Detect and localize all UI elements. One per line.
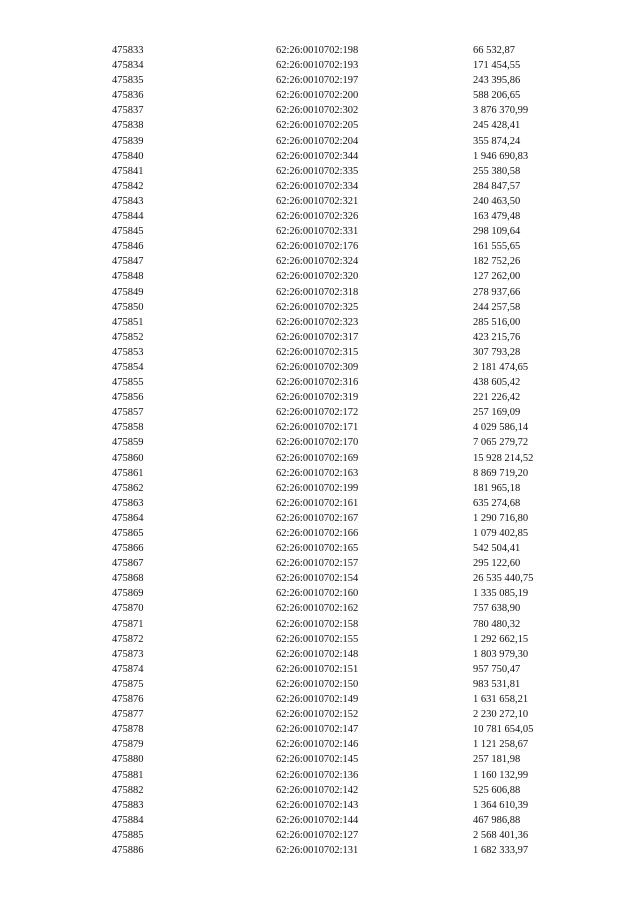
table-row — [0, 647, 640, 662]
cadastral-value-cell: 240 463,50 — [473, 195, 521, 207]
table-row — [0, 254, 640, 269]
table-row — [0, 481, 640, 496]
table-row — [0, 390, 640, 405]
cadastral-value-cell: 257 169,09 — [473, 407, 521, 419]
cadastral-value-cell: 438 605,42 — [473, 377, 521, 389]
row-number-cell: 475886 — [112, 844, 144, 856]
cadastral-value-cell: 285 516,00 — [473, 316, 521, 328]
cadastral-number-cell: 62:26:0010702:316 — [276, 377, 359, 389]
cadastral-value-cell: 1 803 979,30 — [473, 648, 529, 660]
cadastral-value-cell: 423 215,76 — [473, 331, 521, 343]
table-row — [0, 511, 640, 526]
cadastral-value-cell: 182 752,26 — [473, 256, 521, 268]
table-row — [0, 179, 640, 194]
cadastral-value-cell: 983 531,81 — [473, 678, 521, 690]
cadastral-value-cell: 244 257,58 — [473, 301, 521, 313]
row-number-cell: 475860 — [112, 452, 144, 464]
cadastral-value-cell: 542 504,41 — [473, 543, 521, 555]
row-number-cell: 475872 — [112, 633, 144, 645]
cadastral-value-cell: 1 292 662,15 — [473, 633, 529, 645]
cadastral-number-cell: 62:26:0010702:170 — [276, 437, 359, 449]
row-number-cell: 475871 — [112, 618, 144, 630]
table-row — [0, 43, 640, 58]
row-number-cell: 475873 — [112, 648, 144, 660]
row-number-cell: 475876 — [112, 694, 144, 706]
cadastral-value-cell: 161 555,65 — [473, 241, 521, 253]
cadastral-number-cell: 62:26:0010702:321 — [276, 195, 359, 207]
cadastral-value-cell: 284 847,57 — [473, 180, 521, 192]
cadastral-value-cell: 780 480,32 — [473, 618, 521, 630]
cadastral-number-cell: 62:26:0010702:147 — [276, 724, 359, 736]
row-number-cell: 475837 — [112, 105, 144, 117]
table-row — [0, 330, 640, 345]
cadastral-number-cell: 62:26:0010702:200 — [276, 90, 359, 102]
table-row — [0, 375, 640, 390]
cadastral-number-cell: 62:26:0010702:160 — [276, 588, 359, 600]
row-number-cell: 475835 — [112, 75, 144, 87]
row-number-cell: 475868 — [112, 573, 144, 585]
cadastral-number-cell: 62:26:0010702:176 — [276, 241, 359, 253]
table-row — [0, 118, 640, 133]
cadastral-number-cell: 62:26:0010702:197 — [276, 75, 359, 87]
row-number-cell: 475883 — [112, 799, 144, 811]
cadastral-number-cell: 62:26:0010702:154 — [276, 573, 359, 585]
cadastral-number-cell: 62:26:0010702:148 — [276, 648, 359, 660]
cadastral-value-cell: 171 454,55 — [473, 60, 521, 72]
cadastral-value-cell: 1 682 333,97 — [473, 844, 529, 856]
row-number-cell: 475867 — [112, 558, 144, 570]
table-row — [0, 300, 640, 315]
table-row — [0, 677, 640, 692]
cadastral-number-cell: 62:26:0010702:146 — [276, 739, 359, 751]
table-row — [0, 360, 640, 375]
row-number-cell: 475842 — [112, 180, 144, 192]
cadastral-number-cell: 62:26:0010702:151 — [276, 663, 359, 675]
table-row — [0, 134, 640, 149]
row-number-cell: 475844 — [112, 211, 144, 223]
table-row — [0, 828, 640, 843]
cadastral-number-cell: 62:26:0010702:149 — [276, 694, 359, 706]
cadastral-value-cell: 1 946 690,83 — [473, 150, 529, 162]
cadastral-number-cell: 62:26:0010702:319 — [276, 392, 359, 404]
cadastral-value-cell: 2 568 401,36 — [473, 829, 529, 841]
table-row — [0, 194, 640, 209]
cadastral-value-cell: 635 274,68 — [473, 497, 521, 509]
cadastral-number-cell: 62:26:0010702:144 — [276, 814, 359, 826]
cadastral-number-cell: 62:26:0010702:163 — [276, 467, 359, 479]
row-number-cell: 475859 — [112, 437, 144, 449]
table-row — [0, 813, 640, 828]
table-row — [0, 737, 640, 752]
cadastral-number-cell: 62:26:0010702:136 — [276, 769, 359, 781]
table-row — [0, 571, 640, 586]
row-number-cell: 475849 — [112, 286, 144, 298]
table-row — [0, 556, 640, 571]
cadastral-value-cell: 4 029 586,14 — [473, 422, 529, 434]
cadastral-number-cell: 62:26:0010702:324 — [276, 256, 359, 268]
table-row — [0, 798, 640, 813]
table-row — [0, 58, 640, 73]
cadastral-number-cell: 62:26:0010702:152 — [276, 709, 359, 721]
cadastral-value-cell: 8 869 719,20 — [473, 467, 529, 479]
row-number-cell: 475855 — [112, 377, 144, 389]
cadastral-value-cell: 307 793,28 — [473, 346, 521, 358]
table-row — [0, 269, 640, 284]
cadastral-value-cell: 1 364 610,39 — [473, 799, 529, 811]
cadastral-value-cell: 245 428,41 — [473, 120, 521, 132]
row-number-cell: 475880 — [112, 754, 144, 766]
cadastral-number-cell: 62:26:0010702:155 — [276, 633, 359, 645]
cadastral-value-cell: 757 638,90 — [473, 603, 521, 615]
cadastral-number-cell: 62:26:0010702:334 — [276, 180, 359, 192]
cadastral-number-cell: 62:26:0010702:161 — [276, 497, 359, 509]
table-row — [0, 692, 640, 707]
table-row — [0, 73, 640, 88]
cadastral-value-cell: 1 631 658,21 — [473, 694, 529, 706]
row-number-cell: 475834 — [112, 60, 144, 72]
row-number-cell: 475866 — [112, 543, 144, 555]
cadastral-value-cell: 7 065 279,72 — [473, 437, 529, 449]
cadastral-value-cell: 957 750,47 — [473, 663, 521, 675]
cadastral-number-cell: 62:26:0010702:309 — [276, 361, 359, 373]
row-number-cell: 475845 — [112, 226, 144, 238]
cadastral-number-cell: 62:26:0010702:150 — [276, 678, 359, 690]
row-number-cell: 475833 — [112, 45, 144, 56]
cadastral-value-table — [0, 43, 640, 858]
cadastral-value-cell: 295 122,60 — [473, 558, 521, 570]
cadastral-value-cell: 1 160 132,99 — [473, 769, 529, 781]
table-row — [0, 405, 640, 420]
cadastral-value-cell: 278 937,66 — [473, 286, 521, 298]
table-row — [0, 345, 640, 360]
cadastral-number-cell: 62:26:0010702:157 — [276, 558, 359, 570]
row-number-cell: 475848 — [112, 271, 144, 283]
table-row — [0, 435, 640, 450]
cadastral-number-cell: 62:26:0010702:166 — [276, 528, 359, 539]
row-number-cell: 475881 — [112, 769, 144, 781]
cadastral-value-cell: 525 606,88 — [473, 784, 521, 796]
row-number-cell: 475870 — [112, 603, 144, 615]
row-number-cell: 475854 — [112, 361, 144, 373]
row-number-cell: 475843 — [112, 195, 144, 207]
table-row — [0, 632, 640, 647]
cadastral-number-cell: 62:26:0010702:344 — [276, 150, 359, 162]
table-row — [0, 239, 640, 254]
table-row — [0, 768, 640, 783]
row-number-cell: 475846 — [112, 241, 144, 253]
cadastral-number-cell: 62:26:0010702:165 — [276, 543, 359, 555]
cadastral-number-cell: 62:26:0010702:199 — [276, 482, 359, 494]
cadastral-number-cell: 62:26:0010702:205 — [276, 120, 359, 132]
row-number-cell: 475879 — [112, 739, 144, 751]
row-number-cell: 475850 — [112, 301, 144, 313]
cadastral-number-cell: 62:26:0010702:158 — [276, 618, 359, 630]
cadastral-value-cell: 3 876 370,99 — [473, 105, 529, 117]
cadastral-value-cell: 298 109,64 — [473, 226, 521, 238]
cadastral-number-cell: 62:26:0010702:325 — [276, 301, 359, 313]
cadastral-number-cell: 62:26:0010702:162 — [276, 603, 359, 615]
table-row — [0, 601, 640, 616]
cadastral-number-cell: 62:26:0010702:127 — [276, 829, 359, 841]
cadastral-number-cell: 62:26:0010702:198 — [276, 45, 359, 56]
table-row — [0, 662, 640, 677]
cadastral-value-cell: 2 230 272,10 — [473, 709, 529, 721]
table-row — [0, 541, 640, 556]
row-number-cell: 475856 — [112, 392, 144, 404]
cadastral-value-cell: 243 395,86 — [473, 75, 521, 87]
row-number-cell: 475853 — [112, 346, 144, 358]
row-number-cell: 475858 — [112, 422, 144, 434]
row-number-cell: 475851 — [112, 316, 144, 328]
table-row — [0, 707, 640, 722]
table-row — [0, 843, 640, 858]
row-number-cell: 475861 — [112, 467, 144, 479]
row-number-cell: 475882 — [112, 784, 144, 796]
cadastral-value-cell: 467 986,88 — [473, 814, 521, 826]
cadastral-number-cell: 62:26:0010702:323 — [276, 316, 359, 328]
cadastral-number-cell: 62:26:0010702:318 — [276, 286, 359, 298]
table-row — [0, 149, 640, 164]
cadastral-number-cell: 62:26:0010702:331 — [276, 226, 359, 238]
cadastral-value-cell: 255 380,58 — [473, 165, 521, 177]
cadastral-number-cell: 62:26:0010702:204 — [276, 135, 359, 147]
table-row — [0, 526, 640, 541]
cadastral-number-cell: 62:26:0010702:320 — [276, 271, 359, 283]
cadastral-value-cell: 1 335 085,19 — [473, 588, 529, 600]
cadastral-number-cell: 62:26:0010702:142 — [276, 784, 359, 796]
cadastral-number-cell: 62:26:0010702:167 — [276, 512, 359, 524]
row-number-cell: 475885 — [112, 829, 144, 841]
cadastral-number-cell: 62:26:0010702:335 — [276, 165, 359, 177]
cadastral-value-cell: 1 290 716,80 — [473, 512, 529, 524]
table-row — [0, 164, 640, 179]
table-row — [0, 451, 640, 466]
cadastral-value-cell: 221 226,42 — [473, 392, 521, 404]
table-row — [0, 752, 640, 767]
cadastral-number-cell: 62:26:0010702:145 — [276, 754, 359, 766]
row-number-cell: 475875 — [112, 678, 144, 690]
row-number-cell: 475863 — [112, 497, 144, 509]
cadastral-value-cell: 181 965,18 — [473, 482, 521, 494]
row-number-cell: 475878 — [112, 724, 144, 736]
cadastral-number-cell: 62:26:0010702:317 — [276, 331, 359, 343]
cadastral-number-cell: 62:26:0010702:143 — [276, 799, 359, 811]
row-number-cell: 475874 — [112, 663, 144, 675]
cadastral-value-cell: 15 928 214,52 — [473, 452, 534, 464]
cadastral-number-cell: 62:26:0010702:169 — [276, 452, 359, 464]
table-row — [0, 586, 640, 601]
cadastral-value-cell: 66 532,87 — [473, 45, 515, 56]
cadastral-number-cell: 62:26:0010702:171 — [276, 422, 359, 434]
row-number-cell: 475877 — [112, 709, 144, 721]
cadastral-number-cell: 62:26:0010702:315 — [276, 346, 359, 358]
table-row — [0, 617, 640, 632]
table-row — [0, 315, 640, 330]
cadastral-value-cell: 588 206,65 — [473, 90, 521, 102]
cadastral-value-cell: 257 181,98 — [473, 754, 521, 766]
table-row — [0, 783, 640, 798]
row-number-cell: 475864 — [112, 512, 144, 524]
cadastral-value-cell: 163 479,48 — [473, 211, 521, 223]
table-row — [0, 496, 640, 511]
row-number-cell: 475862 — [112, 482, 144, 494]
table-row — [0, 466, 640, 481]
cadastral-number-cell: 62:26:0010702:302 — [276, 105, 359, 117]
table-row — [0, 103, 640, 118]
row-number-cell: 475838 — [112, 120, 144, 132]
cadastral-value-cell: 10 781 654,05 — [473, 724, 534, 736]
row-number-cell: 475836 — [112, 90, 144, 102]
table-row — [0, 224, 640, 239]
row-number-cell: 475841 — [112, 165, 144, 177]
table-row — [0, 209, 640, 224]
cadastral-number-cell: 62:26:0010702:172 — [276, 407, 359, 419]
cadastral-number-cell: 62:26:0010702:326 — [276, 211, 359, 223]
row-number-cell: 475852 — [112, 331, 144, 343]
cadastral-value-cell: 1 079 402,85 — [473, 528, 529, 539]
row-number-cell: 475869 — [112, 588, 144, 600]
row-number-cell: 475857 — [112, 407, 144, 419]
row-number-cell: 475847 — [112, 256, 144, 268]
cadastral-number-cell: 62:26:0010702:193 — [276, 60, 359, 72]
cadastral-value-cell: 2 181 474,65 — [473, 361, 529, 373]
row-number-cell: 475839 — [112, 135, 144, 147]
cadastral-value-cell: 26 535 440,75 — [473, 573, 534, 585]
table-row — [0, 88, 640, 103]
table-row — [0, 285, 640, 300]
cadastral-number-cell: 62:26:0010702:131 — [276, 844, 359, 856]
row-number-cell: 475884 — [112, 814, 144, 826]
table-row — [0, 420, 640, 435]
cadastral-value-cell: 355 874,24 — [473, 135, 521, 147]
table-row — [0, 722, 640, 737]
cadastral-value-cell: 1 121 258,67 — [473, 739, 529, 751]
row-number-cell: 475865 — [112, 528, 144, 539]
row-number-cell: 475840 — [112, 150, 144, 162]
cadastral-value-cell: 127 262,00 — [473, 271, 521, 283]
